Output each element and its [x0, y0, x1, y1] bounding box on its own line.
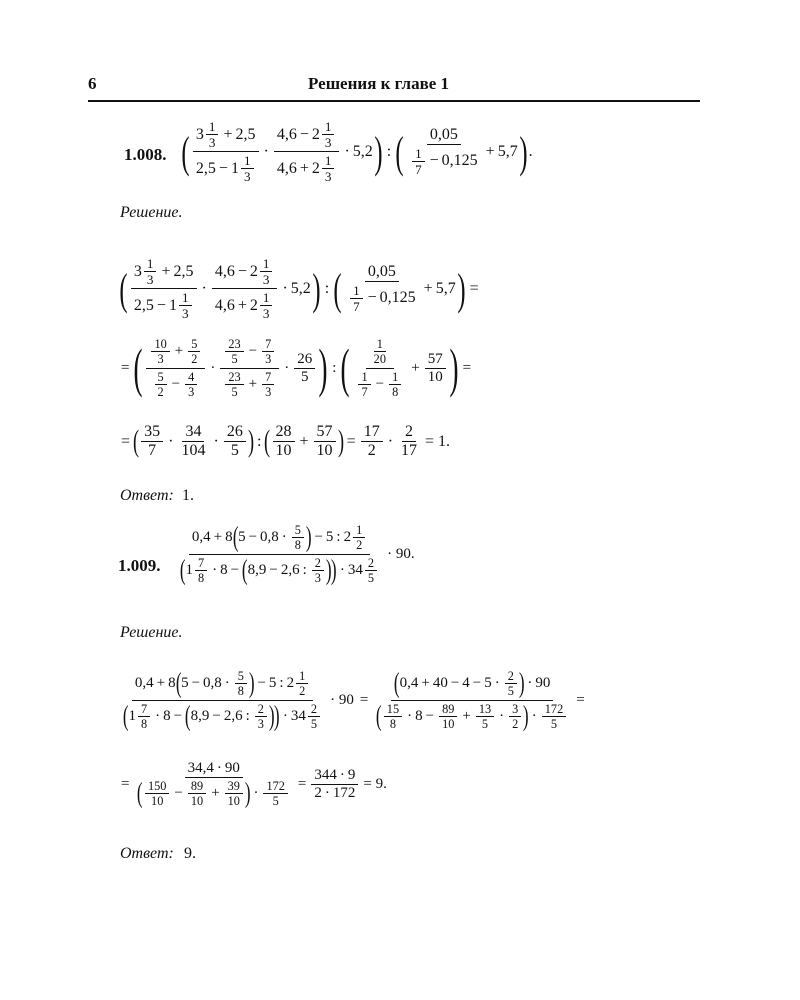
answer-value: 9. [184, 845, 196, 862]
formula-1008-step1: ( 3 1 3 + 2,5 2,5 − 1 1 3 · 4,6 − 2 1 3 4,6 + 2 1 3 · 5,2 ) : ( 0,05 1 7 − 0,125 + 5,7 ) = [119, 256, 479, 322]
formula-1008-step2: = ( 10 3 + $\frac{5}{2}$ 5 2 − $\frac{4}{3}$ · 23 5 − $\frac{7}{3}$ 23 5 + $\frac{7}{3}$ · 26 5 ) : ( 1 20 1 7 − $\frac{1}{8}$ + $\frac{57}{10}$ ) = [121, 337, 472, 399]
answer-value: 1. [182, 487, 194, 504]
running-title: Решения к главе 1 [308, 74, 450, 93]
solution-label: Решение. [120, 204, 183, 221]
page-number: 6 [88, 74, 97, 93]
answer-label: Ответ: [120, 845, 174, 862]
problem-number: 1.008. [124, 145, 167, 164]
formula-1009-statement: 0,4 + 8 ( 5 − 0,8 · 5 8 ) − 5 : 2 1 2 ( 1 7 8 · 8 − ( 8,9 − 2,6 : 2 3 ) ) · 34 2 5 · 90. [179, 521, 415, 586]
page-header [88, 74, 700, 102]
formula-1009-step2: = 34,4 · 90 ( 150 10 − $\frac{89}{10}$ + $\frac{39}{10}$ ) · 172 5 = 344 · 9 2 · 172 = 9. [121, 760, 387, 809]
problem-number: 1.009. [118, 556, 161, 575]
formula-1008-step3: = ( 35 7 · 34 104 · 26 5 ) : ( 28 10 + $\frac{57}{10}$ ) = $\frac{17}{2}$ · $\frac{2}{17}$ = 1. [121, 423, 451, 459]
answer-label: Ответ: [120, 487, 174, 504]
formula-1009-step1: 0,4 + 8 ( 5 − 0,8 · 5 8 ) − 5 : 2 1 2 ( 1 7 8 · 8 − ( 8,9 − 2,6 : 2 3 ) ) · 34 2 5 · 90 = ( 0,4 + 40 − 4 − 5 · 2 5 ) · 90 ( 15 8 · 8 − $\frac{89}{10}$ + $\frac{13}{5}$ · 3 2 ) · 172 5 = [122, 667, 585, 732]
formula-1008-statement: ( 3 1 3 + 2,5 2,5 − 1 1 3 · 4,6 − 2 1 3 4,6 + 2 1 3 · 5,2 ) : ( 0,05 1 7 − 0,125 + 5,7 ) . [181, 119, 533, 185]
solution-label: Решение. [120, 624, 183, 641]
